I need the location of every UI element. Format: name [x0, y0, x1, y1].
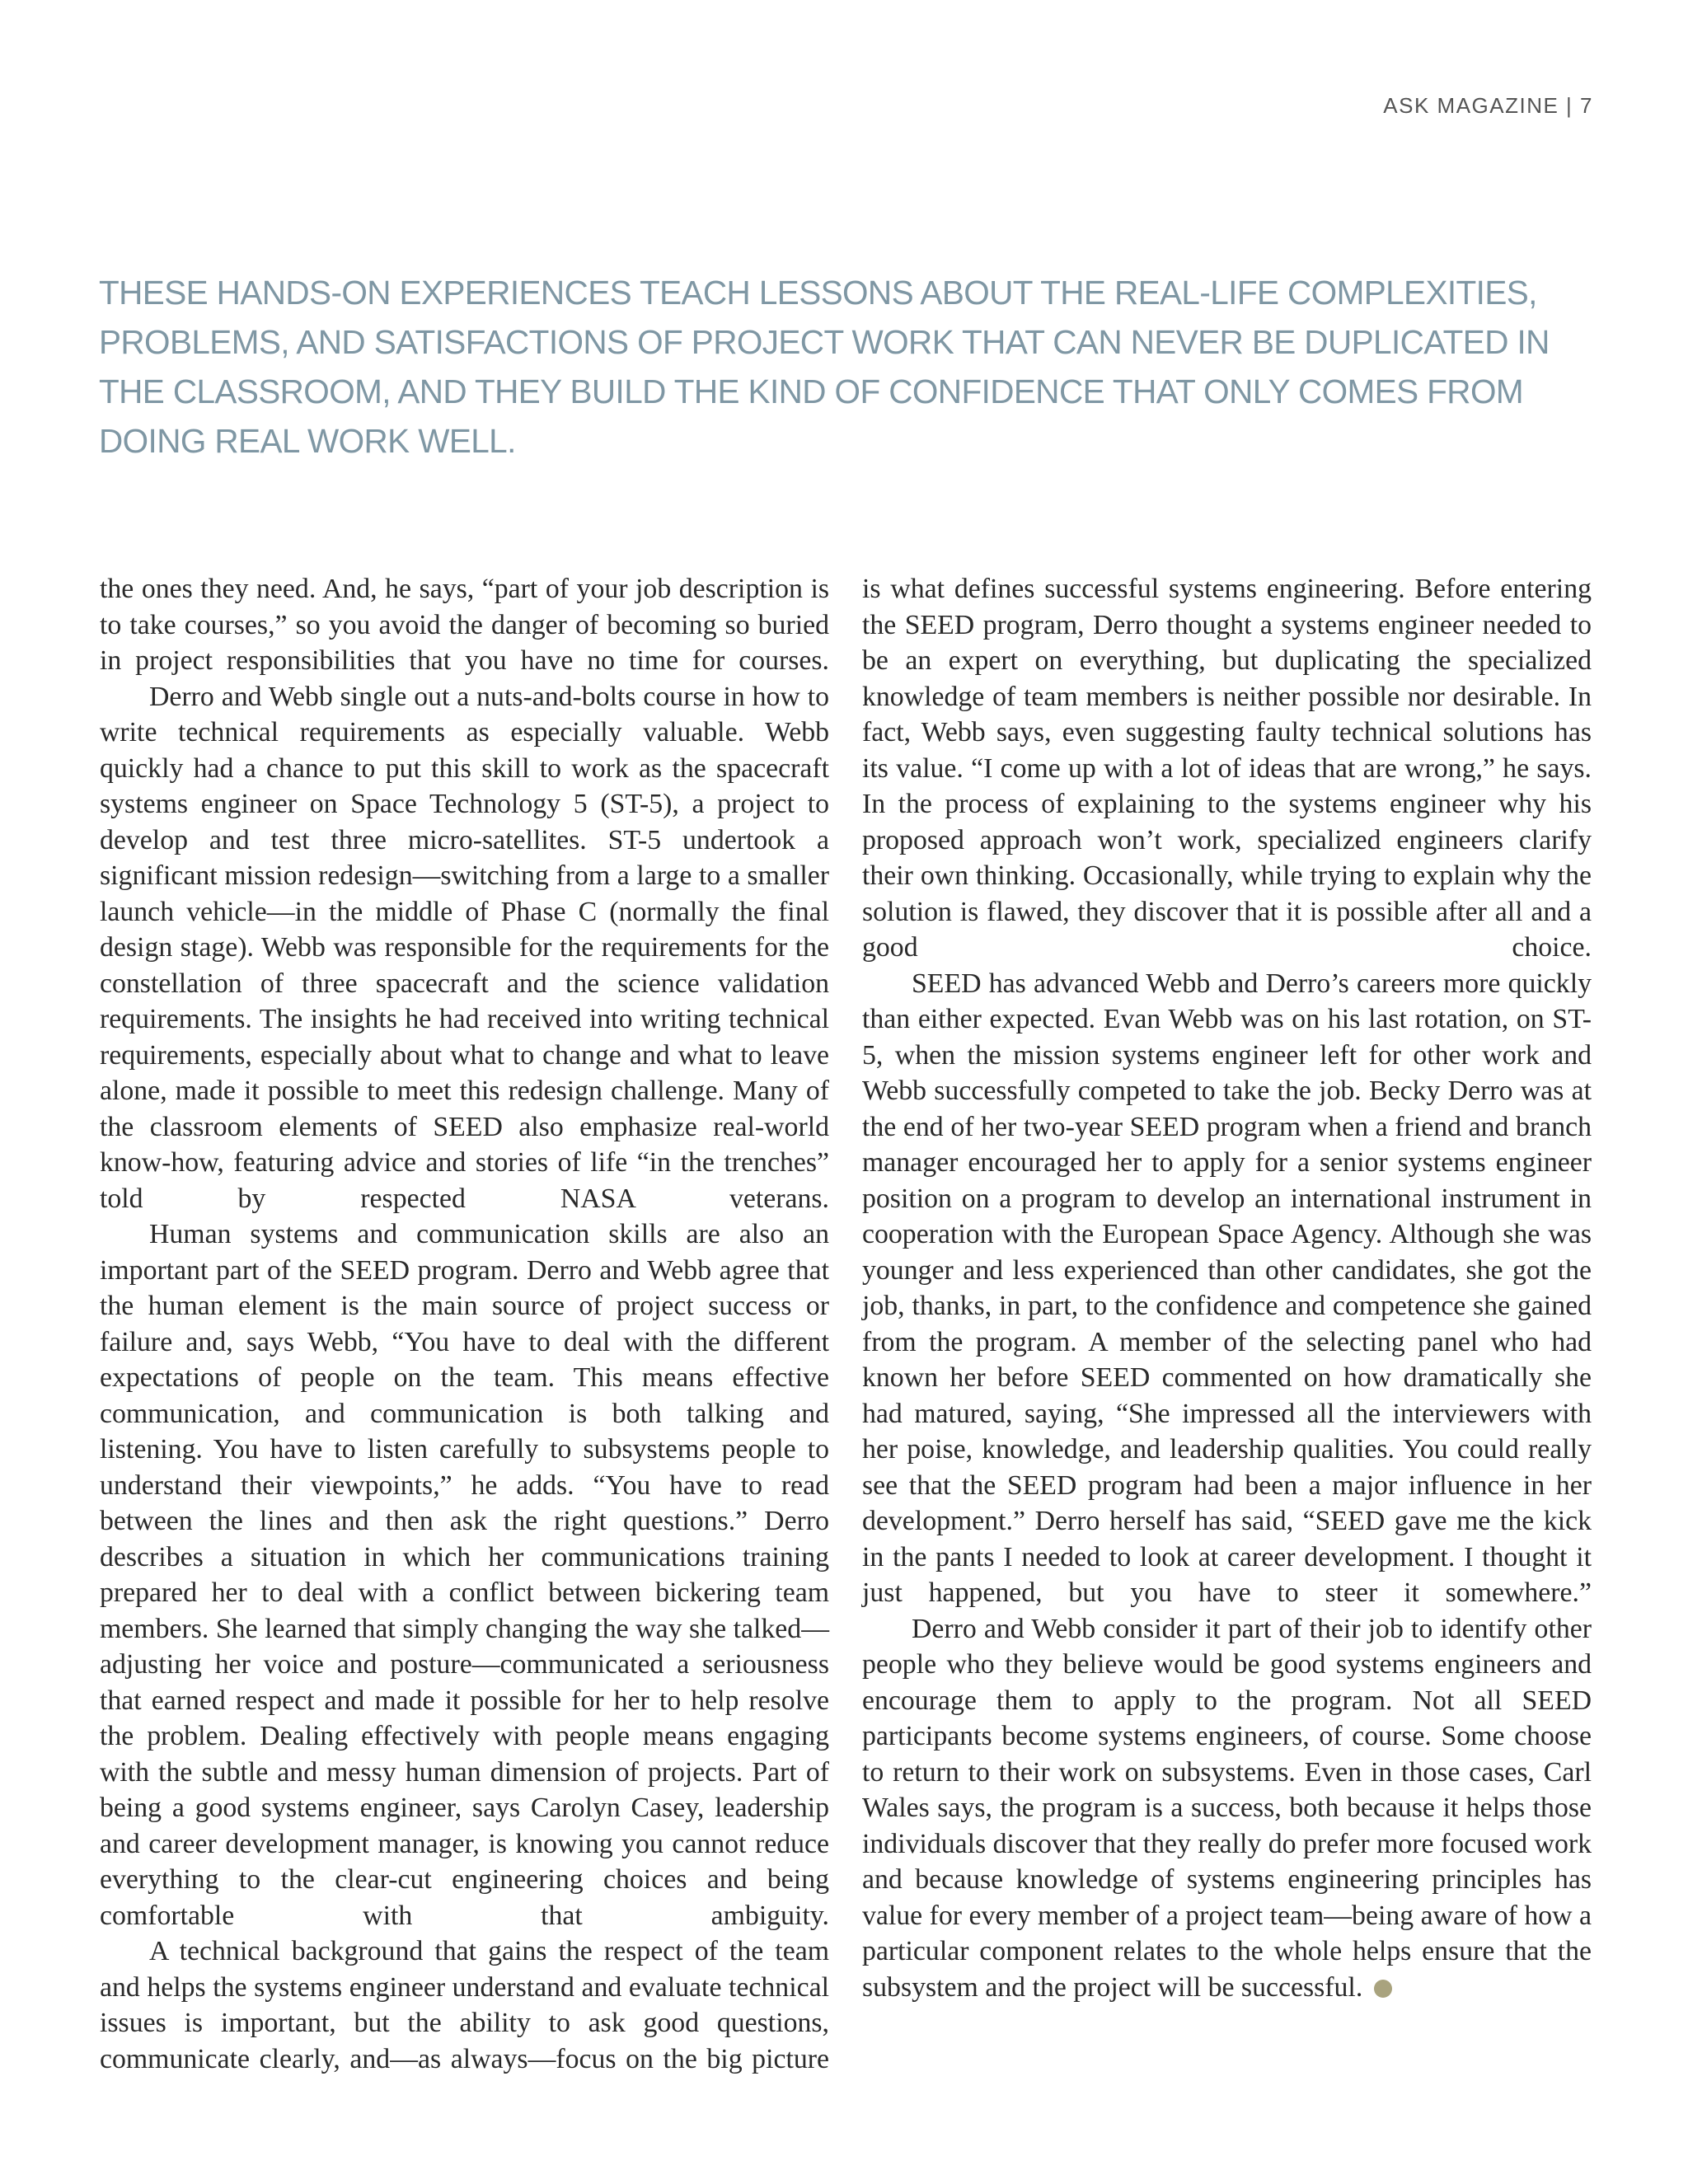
pull-quote-line: THE CLASSROOM, AND THEY BUILD THE KIND OF CONFIDENCE THAT ONLY COMES FROM: [99, 373, 1523, 410]
paragraph-final: [862, 1611, 1592, 2006]
pull-quote-line: THESE HANDS-ON EXPERIENCES TEACH LESSONS ABOUT THE REAL-LIFE COMPLEXITIES,: [99, 274, 1537, 312]
article-column-right: [862, 571, 1592, 2005]
pull-quote-line: PROBLEMS, AND SATISFACTIONS OF PROJECT WORK THAT CAN NEVER BE DUPLICATED IN: [99, 323, 1550, 361]
paragraph-text: Derro and Webb consider it part of their job to identify other people who they believe would be good systems engineers and encourage them to apply to the program. Not all SEED participants become systems engineers, of course. Some choose to return to their work on subsystems. Even in those cases, Carl Wales says, the program is a success, both because it helps those individuals discover that they really do prefer more focused work and because knowledge of systems engineering principles has value for every member of a project team—being aware of how a particular component relates to the whole helps ensure that the subsystem and the project will be successful.: [862, 1613, 1592, 2003]
end-of-article-dot-icon: [1374, 1980, 1392, 1998]
pull-quote-line: DOING REAL WORK WELL.: [99, 422, 516, 460]
running-head: ASK MAGAZINE | 7: [1383, 93, 1593, 118]
paragraph: the ones they need. And, he says, “part of your job description is to take courses,” so you avoid the danger of becoming so buried in project responsibilities that you have no time for courses.: [100, 574, 829, 676]
article-column-left: [100, 571, 829, 2077]
paragraph: SEED has advanced Webb and Derro’s careers more quickly than either expected. Evan Webb was on his last rotation, on ST-5, when the mission systems engineer left for other work and Webb successfully competed to take the job. Becky Derro was at the end of her two-year SEED program when a friend and branch manager encouraged her to apply for a senior systems engineer position on a program to develop an international instrument in cooperation with the European Space Agency. Although she was younger and less experienced than other candidates, she got the job, thanks, in part, to the confidence and competence she gained from the program. A member of the selecting panel who had known her before SEED commented on how dramatically she had matured, saying, “She impressed all the interviewers with her poise, knowledge, and leadership qualities. You could really see that the SEED program had been a major influence in her development.” Derro herself has said, “SEED gave me the kick in the pants I needed to look at career development. I thought it just happened, but you have to steer it somewhere.”: [862, 968, 1592, 1608]
paragraph: A technical background that gains the respect of the team and helps the systems engineer understand and evaluate technical issues is important, but the ability to ask good questions, communicate clearly, and—as always—focus on the big picture: [100, 1936, 829, 2074]
paragraph: Human systems and communication skills are also an important part of the SEED program. Derro and Webb agree that the human element is the main source of project success or failure and, says Webb, “You have to deal with the different expectations of people on the team. This means effective communication, and communication is both talking and listening. You have to listen carefully to subsystems people to understand their viewpoints,” he adds. “You have to read between the lines and then ask the right questions.” Derro describes a situation in which her communications training prepared her to deal with a conflict between bickering team members. She learned that simply changing the way she talked—adjusting her voice and posture—communicated a seriousness that earned respect and made it possible for her to help resolve the problem. Dealing effectively with people means engaging with the subtle and messy human dimension of projects. Part of being a good systems engineer, says Carolyn Casey, leadership and career development manager, is knowing you cannot reduce everything to the clear-cut engineering choices and being comfortable with that ambiguity.: [100, 1219, 829, 1931]
pull-quote: [99, 268, 1607, 466]
paragraph: Derro and Webb single out a nuts-and-bolts course in how to write technical requirements as especially valuable. Webb quickly had a chance to put this skill to work as the spacecraft systems engineer on Space Technology 5 (ST-5), a project to develop and test three micro-satellites. ST-5 undertook a significant mission redesign—switching from a large to a smaller launch vehicle—in the middle of Phase C (normally the final design stage). Webb was responsible for the requirements for the constellation of three spacecraft and the science validation requirements. The insights he had received into writing technical requirements, especially about what to change and what to leave alone, made it possible to meet this redesign challenge. Many of the classroom elements of SEED also emphasize real-world know-how, featuring advice and stories of life “in the trenches” told by respected NASA veterans.: [100, 681, 829, 1214]
paragraph: is what defines successful systems engineering. Before entering the SEED program, Derro thought a systems engineer needed to be an expert on everything, but duplicating the specialized knowledge of team members is neither possible nor desirable. In fact, Webb says, even suggesting faulty technical solutions has its value. “I come up with a lot of ideas that are wrong,” he says. In the process of explaining to the systems engineer why his proposed approach won’t work, specialized engineers clarify their own thinking. Occasionally, while trying to explain why the solution is flawed, they discover that it is possible after all and a good choice.: [862, 574, 1592, 963]
